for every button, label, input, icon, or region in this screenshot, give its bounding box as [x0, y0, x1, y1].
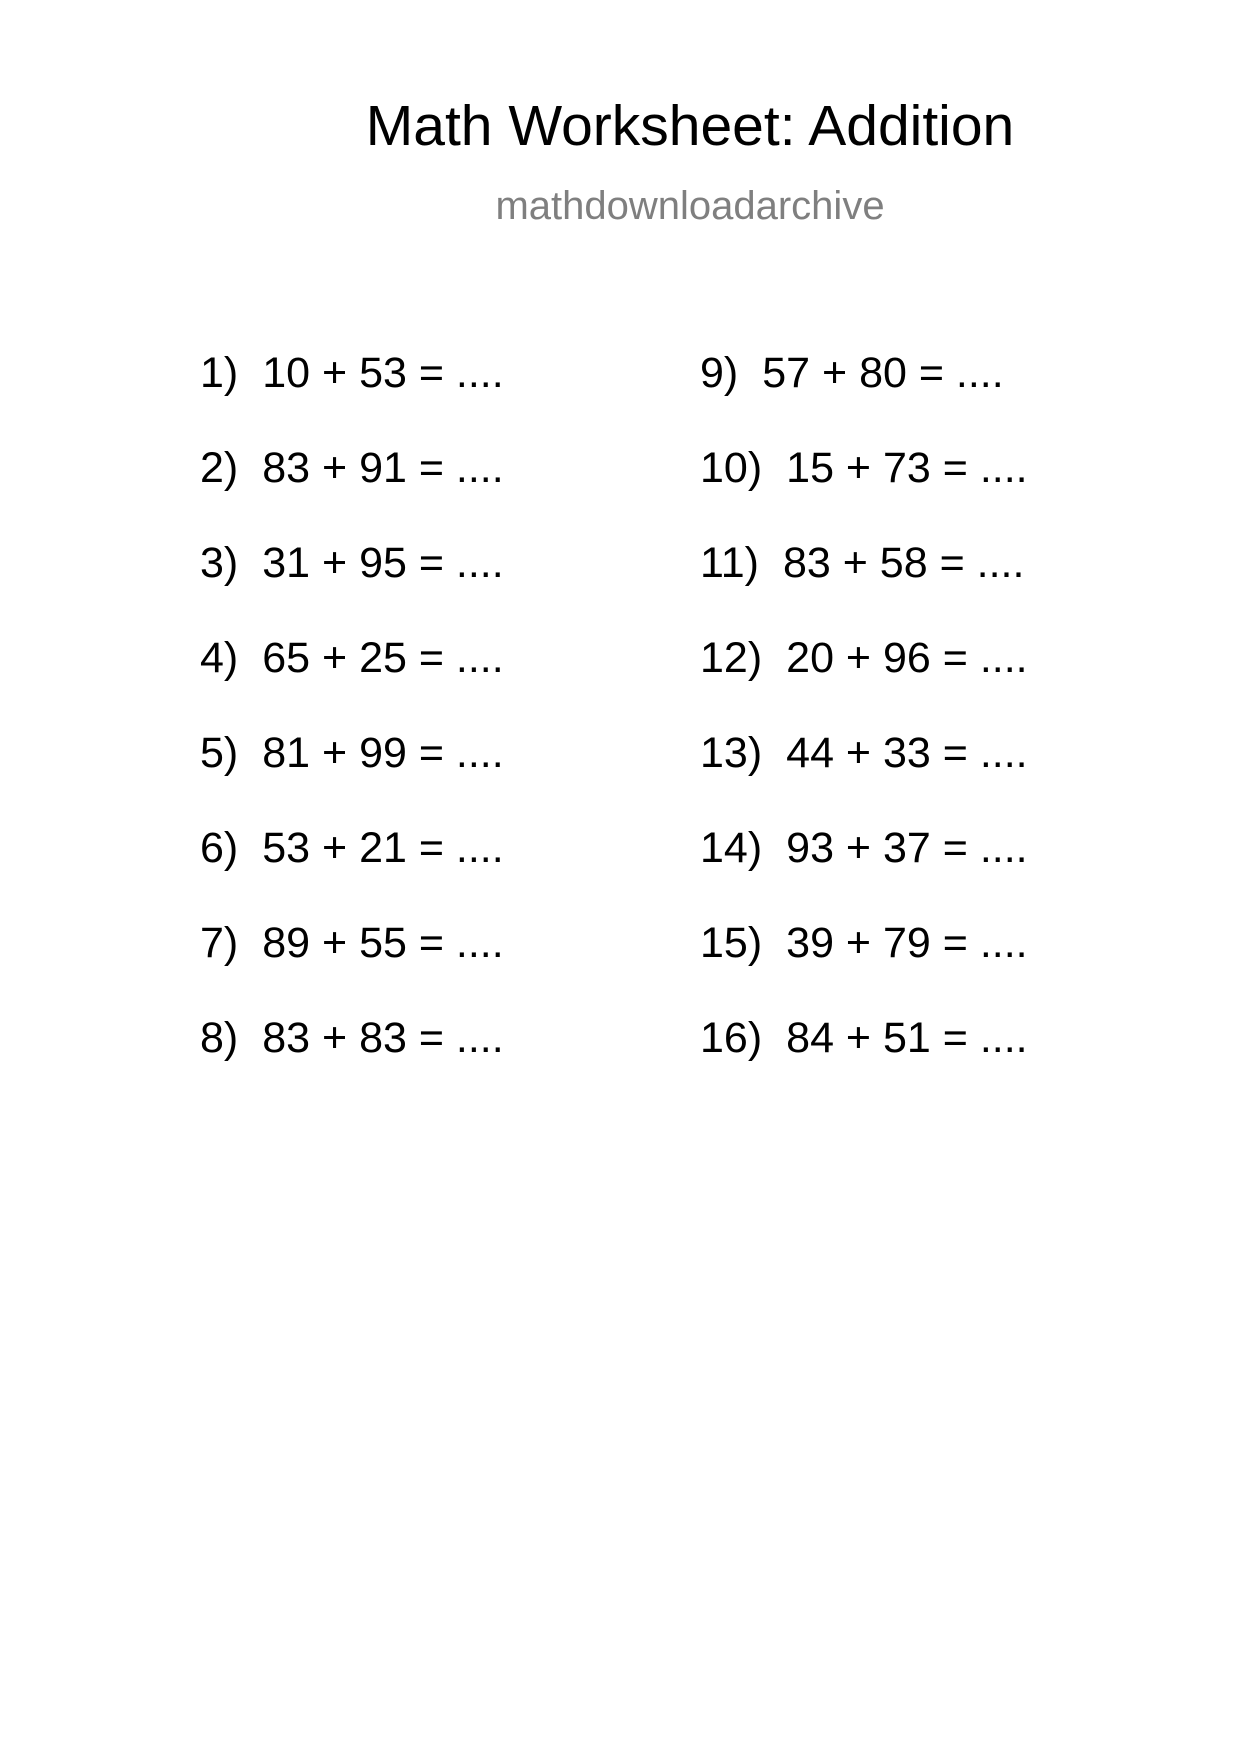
problem-13	[700, 729, 1028, 827]
problem-expression: 81 + 99 = ....	[262, 729, 504, 777]
problem-number: 10)	[700, 444, 763, 492]
problem-expression: 10 + 53 = ....	[262, 349, 504, 397]
problem-10	[700, 444, 1028, 542]
problem-expression: 89 + 55 = ....	[262, 919, 504, 967]
problem-number: 12)	[700, 634, 763, 682]
problem-4	[200, 634, 504, 732]
problem-expression: 83 + 83 = ....	[262, 1014, 504, 1062]
problem-number: 3)	[200, 539, 239, 587]
problem-expression: 20 + 96 = ....	[786, 634, 1028, 682]
problem-number: 6)	[200, 824, 239, 872]
problem-expression: 83 + 58 = ....	[782, 539, 1025, 587]
problem-number: 11)	[700, 539, 759, 587]
problem-2	[200, 444, 504, 542]
problem-column-right	[700, 349, 1028, 1112]
problem-14	[700, 824, 1028, 922]
problem-7	[200, 919, 504, 1017]
problem-12	[700, 634, 1028, 732]
problem-9	[700, 349, 1028, 447]
problem-expression: 31 + 95 = ....	[262, 539, 504, 587]
problem-1	[200, 349, 504, 447]
problem-expression: 83 + 91 = ....	[262, 444, 504, 492]
problem-number: 8)	[200, 1014, 239, 1062]
problem-expression: 65 + 25 = ....	[262, 634, 504, 682]
problem-number: 9)	[700, 349, 739, 397]
problem-11	[700, 539, 1028, 637]
problem-number: 2)	[200, 444, 239, 492]
problem-number: 1)	[200, 349, 239, 397]
problem-number: 13)	[700, 729, 763, 777]
problem-column-left	[200, 349, 504, 1112]
problem-3	[200, 539, 504, 637]
problem-16	[700, 1014, 1028, 1112]
problem-expression: 93 + 37 = ....	[786, 824, 1028, 872]
problem-number: 14)	[700, 824, 763, 872]
problem-number: 15)	[700, 919, 763, 967]
problem-number: 16)	[700, 1014, 763, 1062]
problem-expression: 15 + 73 = ....	[786, 444, 1028, 492]
problem-number: 5)	[200, 729, 239, 777]
worksheet-title: Math Worksheet: Addition	[365, 94, 1015, 158]
problem-expression: 39 + 79 = ....	[786, 919, 1028, 967]
problem-8	[200, 1014, 504, 1112]
problem-number: 4)	[200, 634, 239, 682]
problem-6	[200, 824, 504, 922]
problem-expression: 44 + 33 = ....	[786, 729, 1028, 777]
worksheet-subtitle: mathdownloadarchive	[495, 184, 885, 228]
problem-5	[200, 729, 504, 827]
problem-expression: 57 + 80 = ....	[762, 349, 1004, 397]
problem-15	[700, 919, 1028, 1017]
problem-number: 7)	[200, 919, 239, 967]
problem-expression: 53 + 21 = ....	[262, 824, 504, 872]
problem-expression: 84 + 51 = ....	[786, 1014, 1028, 1062]
